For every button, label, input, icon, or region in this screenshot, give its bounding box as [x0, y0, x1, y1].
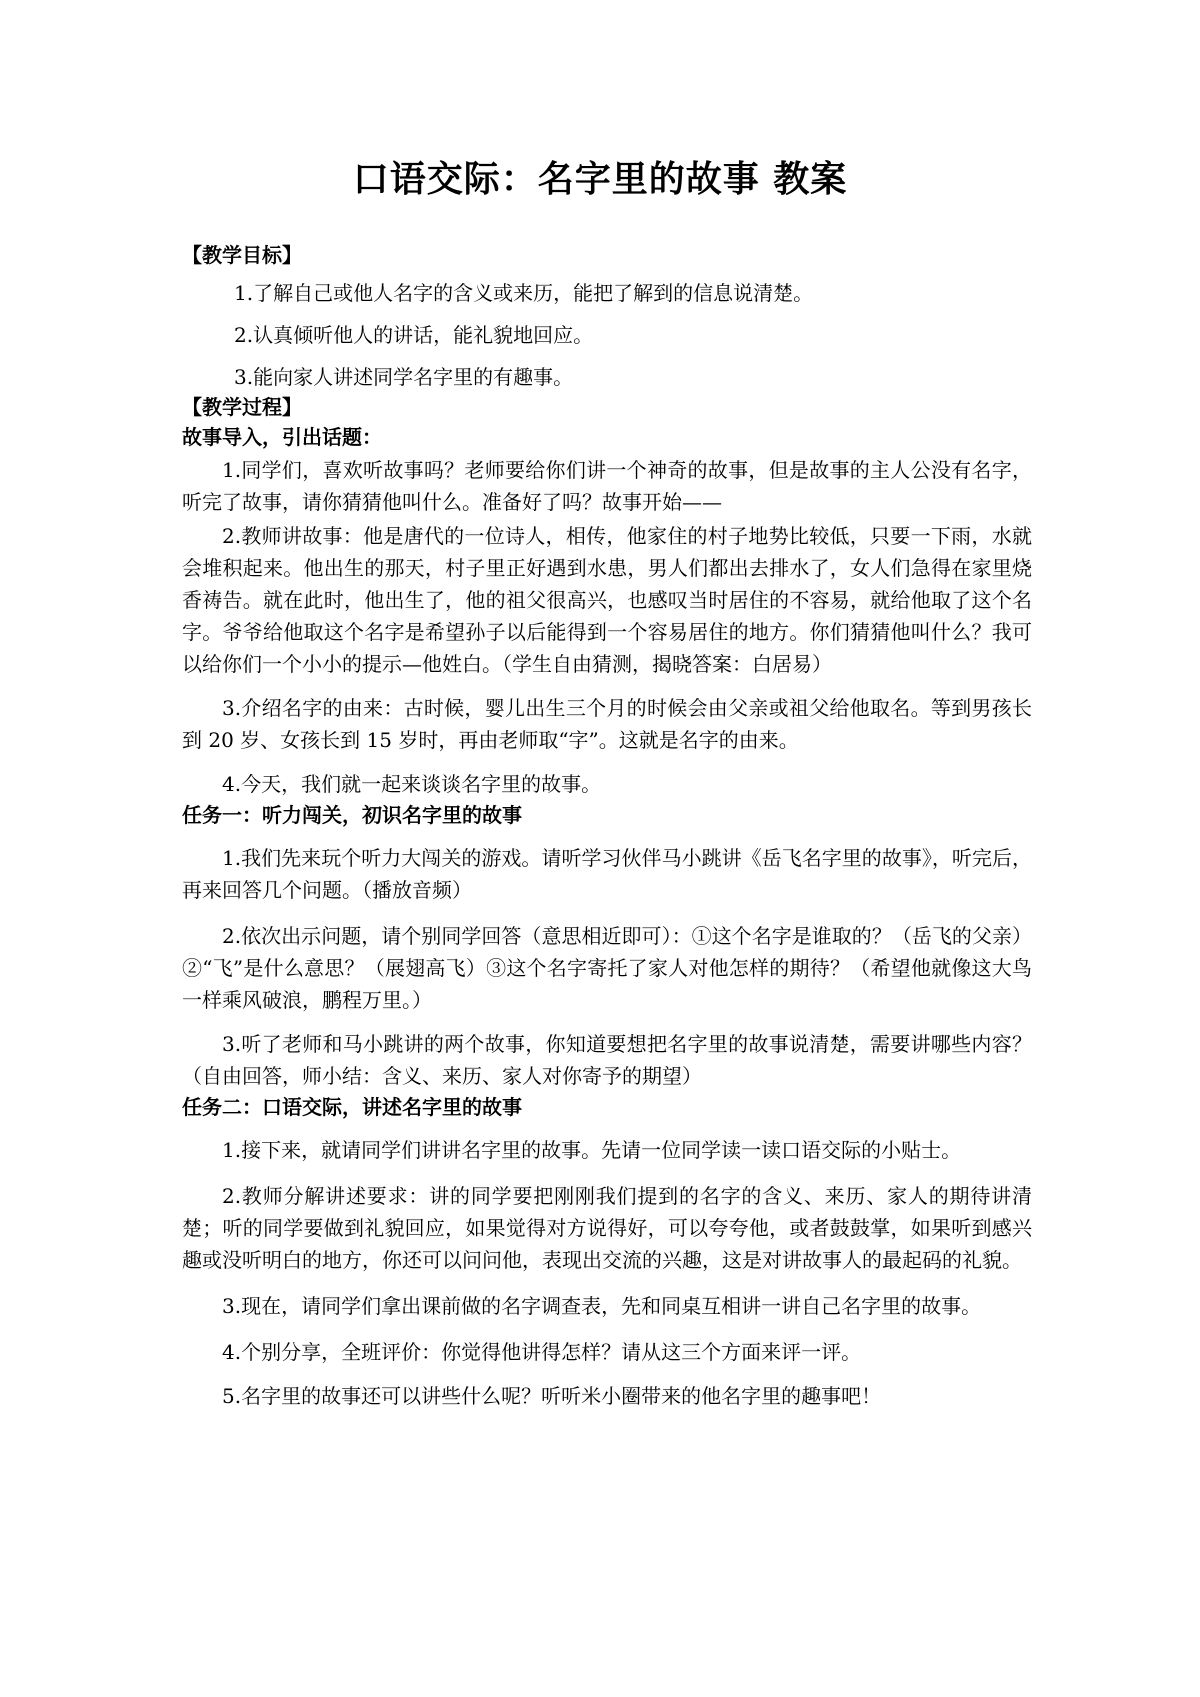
goal-item: 1.了解自己或他人名字的含义或来历，能把了解到的信息说清楚。: [234, 281, 814, 305]
paragraph: 5.名字里的故事还可以讲些什么呢？听听米小圈带来的他名字里的趣事吧！: [222, 1384, 882, 1408]
document-body: [182, 240, 1032, 1412]
paragraph: 2.教师讲故事：他是唐代的一位诗人，相传，他家住的村子地势比较低，只要一下雨，水就会堆积起来。他出生的那天，村子里正好遇到水患，男人们都出去排水了，女人们急得在家里烧香祷告。就在此时，他出生了，他的祖父很高兴，也感叹当时居住的不容易，就给他取了这个名字。爷爷给他取这个名字是希望孙子以后能得到一个容易居住的地方。你们猜猜他叫什么？我可以给你们一个小小的提示—他姓白。（学生自由猜测，揭晓答案：白居易）: [182, 524, 1032, 676]
paragraph: 4.个别分享，全班评价：你觉得他讲得怎样？请从这三个方面来评一评。: [222, 1340, 862, 1364]
paragraph: 1.同学们，喜欢听故事吗？老师要给你们讲一个神奇的故事，但是故事的主人公没有名字，听完了故事，请你猜猜他叫什么。准备好了吗？故事开始——: [182, 458, 1032, 514]
paragraph: 1.我们先来玩个听力大闯关的游戏。请听学习伙伴马小跳讲《岳飞名字里的故事》，听完后，再来回答几个问题。（播放音频）: [182, 846, 1032, 902]
section-heading-task1: 任务一：听力闯关，初识名字里的故事: [182, 803, 522, 827]
goal-item: 3.能向家人讲述同学名字里的有趣事。: [234, 365, 574, 389]
paragraph: 2.依次出示问题，请个别同学回答（意思相近即可）：①这个名字是谁取的？（岳飞的父亲）②“飞”是什么意思？（展翅高飞）③这个名字寄托了家人对他怎样的期待？（希望他就像这大鸟一样乘风破浪，鹏程万里。）: [182, 924, 1032, 1012]
paragraph: 2.教师分解讲述要求：讲的同学要把刚刚我们提到的名字的含义、来历、家人的期待讲清楚；听的同学要做到礼貌回应，如果觉得对方说得好，可以夸夸他，或者鼓鼓掌，如果听到感兴趣或没听明白的地方，你还可以问问他，表现出交流的兴趣，这是对讲故事人的最起码的礼貌。: [182, 1184, 1032, 1272]
document-title: 口语交际：名字里的故事 教案: [352, 159, 848, 200]
paragraph: 4.今天，我们就一起来谈谈名字里的故事。: [222, 772, 602, 796]
section-heading-intro: 故事导入，引出话题：: [182, 425, 382, 449]
goals-heading: 【教学目标】: [182, 243, 302, 267]
section-heading-task2: 任务二：口语交际，讲述名字里的故事: [182, 1095, 522, 1119]
paragraph: 3.现在，请同学们拿出课前做的名字调查表，先和同桌互相讲一讲自己名字里的故事。: [222, 1294, 982, 1318]
process-heading: 【教学过程】: [182, 395, 302, 419]
paragraph: 3.听了老师和马小跳讲的两个故事，你知道要想把名字里的故事说清楚，需要讲哪些内容？（自由回答，师小结：含义、来历、家人对你寄予的期望）: [182, 1032, 1032, 1088]
paragraph: 3.介绍名字的由来：古时候，婴儿出生三个月的时候会由父亲或祖父给他取名。等到男孩长到 20 岁、女孩长到 15 岁时，再由老师取“字”。这就是名字的由来。: [182, 696, 1032, 752]
paragraph: 1.接下来，就请同学们讲讲名字里的故事。先请一位同学读一读口语交际的小贴士。: [222, 1138, 962, 1162]
goal-item: 2.认真倾听他人的讲话，能礼貌地回应。: [234, 323, 594, 347]
